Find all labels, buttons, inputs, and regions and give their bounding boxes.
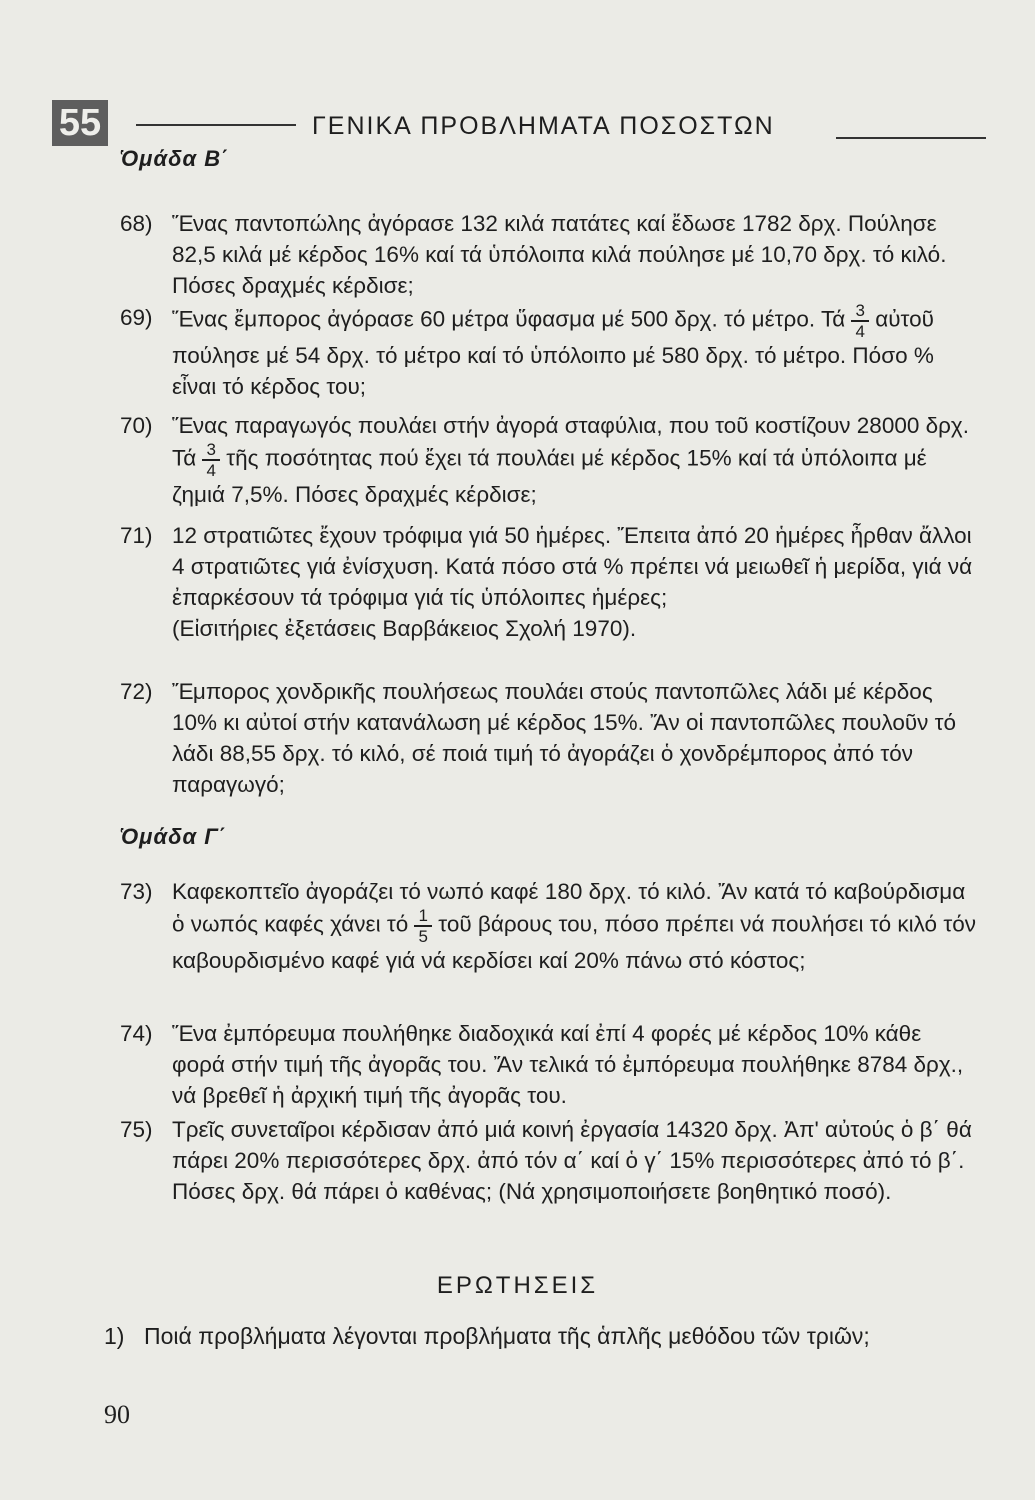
fraction-numerator: 3 [855, 301, 865, 320]
problem-text-after: τοῦ βάρους του, πόσο πρέπει νά πουλήσει τό κιλό τόν καβουρδισμένο καφέ γιά νά κερδίσει καί 20% πάνω στό κόστος; [172, 911, 976, 973]
problem-73 [120, 876, 978, 976]
fraction [202, 441, 220, 479]
problem-text: Τρεῖς συνεταῖροι κέρδισαν ἀπό μιά κοινή ἐργασία 14320 δρχ. Ἀπ' αὐτούς ὁ β΄ θά πάρει 20% περισσότερες δρχ. ἀπό τόν α΄ καί ὁ γ΄ 15% περισσότερες ἀπό τό β΄. Πόσες δρχ. θά πάρει ὁ καθένας; (Νά χρησιμοποιήσετε βοηθητικό ποσό). [172, 1117, 972, 1204]
problem-number: 68) [120, 211, 153, 236]
problem-text-before: Ἕνας ἔμπορος ἀγόρασε 60 μέτρα ὕφασμα μέ 500 δρχ. τό μέτρο. Τά [172, 306, 846, 332]
header-rule-left [136, 124, 296, 126]
problem-text: Ἔμπορος χονδρικῆς πουλήσεως πουλάει στούς παντοπῶλες λάδι μέ κέρδος 10% κι αὐτοί στήν κατανάλωση μέ κέρδος 15%. Ἄν οἱ παντοπῶλες πουλοῦν τό λάδι 88,55 δρχ. τό κιλό, σέ ποιά τιμή τό ἀγοράζει ὁ χονδρέμπορος ἀπό τόν παραγωγό; [172, 679, 957, 797]
fraction-denominator: 4 [855, 321, 865, 341]
problem-text: Ἕνας παντοπώλης ἀγόρασε 132 κιλά πατάτες καί ἔδωσε 1782 δρχ. Πούλησε 82,5 κιλά μέ κέρδος 16% καί τά ὑπόλοιπα κιλά πούλησε μέ 10,70 δρχ. τό κιλό. Πόσες δραχμές κέρδισε; [172, 211, 947, 298]
problem-number: 75) [120, 1117, 153, 1142]
questions-heading: ΕΡΩΤΗΣΕΙΣ [436, 1272, 599, 1299]
problem-75 [120, 1114, 978, 1207]
question-number: 1) [104, 1323, 125, 1349]
question-text: Ποιά προβλήματα λέγονται προβλήματα τῆς ἁπλῆς μεθόδου τῶν τριῶν; [144, 1323, 870, 1349]
problem-68 [120, 208, 978, 301]
page-number: 90 [104, 1400, 130, 1429]
fraction-numerator: 1 [418, 906, 428, 925]
problem-text: 12 στρατιῶτες ἔχουν τρόφιμα γιά 50 ἡμέρες. Ἔπειτα ἀπό 20 ἡμέρες ἦρθαν ἄλλοι 4 στρατιῶτες γιά ἐνίσχυση. Κατά πόσο στά % πρέπει νά μειωθεῖ ἡ μερίδα, γιά νά ἐπαρκέσουν τά τρόφιμα γιά τίς ὑπόλοιπες ἡμέρες; [172, 523, 973, 610]
fraction [414, 907, 432, 945]
fraction [851, 302, 869, 340]
chapter-number-badge: 55 [52, 100, 108, 146]
problem-text [172, 302, 978, 402]
problem-text-before: Ἕνας παραγωγός πουλάει στήν ἀγορά σταφύλια, που τοῦ κοστίζουν 28000 δρχ. Τά [172, 413, 969, 471]
group-b-label: Ὁμάδα Β΄ [120, 146, 230, 171]
problem-70 [120, 410, 978, 510]
question-1 [104, 1320, 984, 1352]
fraction-numerator: 3 [206, 440, 217, 459]
problem-69 [120, 302, 978, 402]
problem-text-before: Καφεκοπτεῖο ἀγοράζει τό νωπό καφέ 180 δρχ. τό κιλό. Ἄν κατά τό καβούρδισμα ὁ νωπός καφές χάνει τό [172, 879, 966, 937]
problem-text [172, 876, 978, 976]
problem-71 [120, 520, 978, 644]
fraction-denominator: 4 [206, 460, 217, 480]
problem-number: 73) [120, 879, 153, 904]
problem-text-after: αὐτοῦ πούλησε μέ 54 δρχ. τό μέτρο καί τό ὑπόλοιπο μέ 580 δρχ. τό μέτρο. Πόσο % εἶναι τό κέρδος του; [172, 306, 934, 399]
problem-number: 69) [120, 305, 153, 330]
problem-number: 72) [120, 679, 153, 704]
problem-72 [120, 676, 978, 800]
problem-text: Ἕνα ἐμπόρευμα πουλήθηκε διαδοχικά καί ἐπί 4 φορές μέ κέρδος 10% κάθε φορά στήν τιμή τῆς ἀγορᾶς του. Ἄν τελικά τό ἐμπόρευμα πουλήθηκε 8784 δρχ., νά βρεθεῖ ἡ ἀρχική τιμή τῆς ἀγορᾶς του. [172, 1021, 964, 1108]
problem-number: 71) [120, 523, 153, 548]
problem-text [172, 410, 978, 510]
group-c-label: Ὁμάδα Γ΄ [120, 824, 228, 849]
problem-74 [120, 1018, 978, 1111]
problem-source: (Εἰσιτήριες ἐξετάσεις Βαρβάκειος Σχολή 1970). [172, 616, 637, 641]
problem-number: 74) [120, 1021, 153, 1046]
fraction-denominator: 5 [418, 926, 428, 946]
problem-number: 70) [120, 413, 153, 438]
chapter-title: ΓΕΝΙΚΑ ΠΡΟΒΛΗΜΑΤΑ ΠΟΣΟΣΤΩΝ [312, 112, 775, 140]
header-rule-right [836, 137, 986, 139]
problem-text-after: τῆς ποσότητας πού ἔχει τά πουλάει μέ κέρδος 15% καί τά ὑπόλοιπα μέ ζημιά 7,5%. Πόσες δραχμές κέρδισε; [172, 445, 927, 507]
